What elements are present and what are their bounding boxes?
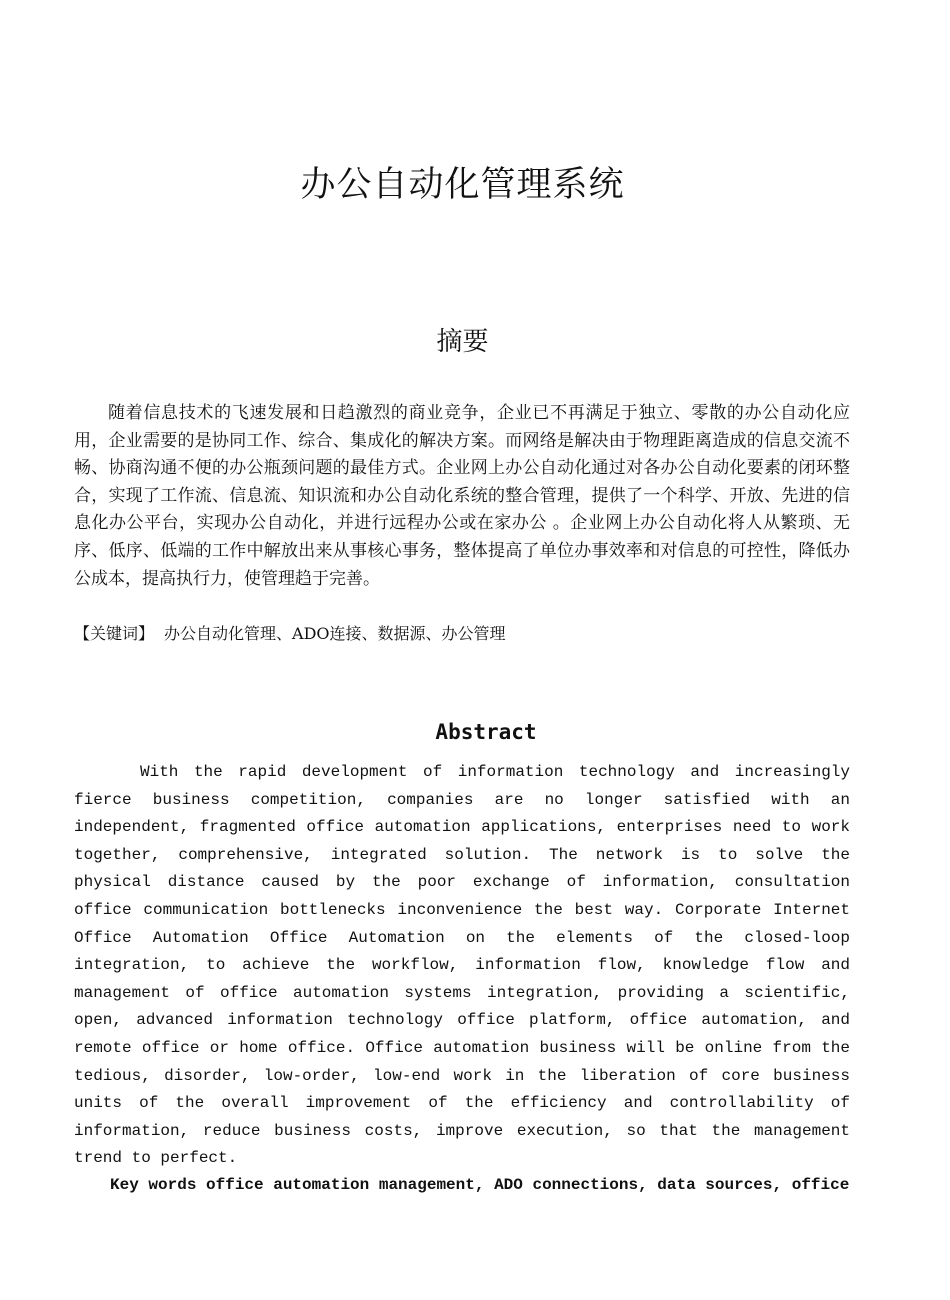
cn-abstract-body: 随着信息技术的飞速发展和日趋激烈的商业竞争，企业已不再满足于独立、零散的办公自动化应用，企业需要的是协同工作、综合、集成化的解决方案。而网络是解决由于物理距离造成的信息交流不畅、协商沟通不便的办公瓶颈问题的最佳方式。企业网上办公自动化通过对各办公自动化要素的闭环整合，实现了工作流、信息流、知识流和办公自动化系统的整合管理，提供了一个科学、开放、先进的信息化办公平台，实现办公自动化，并进行远程办公或在家办公 。企业网上办公自动化将人从繁琐、无序、低序、低端的工作中解放出来从事核心事务，整体提高了单位办事效率和对信息的可控性，降低办公成本，提高执行力，使管理趋于完善。 xyxy=(74,403,850,589)
cn-keywords-line xyxy=(74,620,850,648)
cn-keywords-label: 【关键词】 xyxy=(74,624,155,643)
document-title: 办公自动化管理系统 xyxy=(300,165,625,205)
en-keywords-line: Key words office automation management, ADO connections, data sources, office xyxy=(110,1176,850,1194)
en-abstract-body: With the rapid development of information technology and increasingly fierce business competition, companies are no longer satisfied with an independent, fragmented office automation applications, enterprises need to work together, comprehensive, integrated solution. The network is to solve the physical distance caused by the poor exchange of information, consultation office communication bottlenecks inconvenience the best way. Corporate Internet Office Automation Office Automation on the elements of the closed-loop integration, to achieve the workflow, information flow, knowledge flow and management of office automation systems integration, providing a scientific, open, advanced information technology office platform, office automation, and remote office or home office. Office automation business will be online from the tedious, disorder, low-order, low-end work in the liberation of core business units of the overall improvement of the efficiency and controllability of information, reduce business costs, improve execution, so that the management trend to perfect. xyxy=(74,763,850,1168)
cn-abstract-heading: 摘要 xyxy=(436,327,489,357)
cn-keywords-text: 办公自动化管理、ADO连接、数据源、办公管理 xyxy=(164,624,506,643)
en-abstract-heading: Abstract xyxy=(435,720,537,744)
